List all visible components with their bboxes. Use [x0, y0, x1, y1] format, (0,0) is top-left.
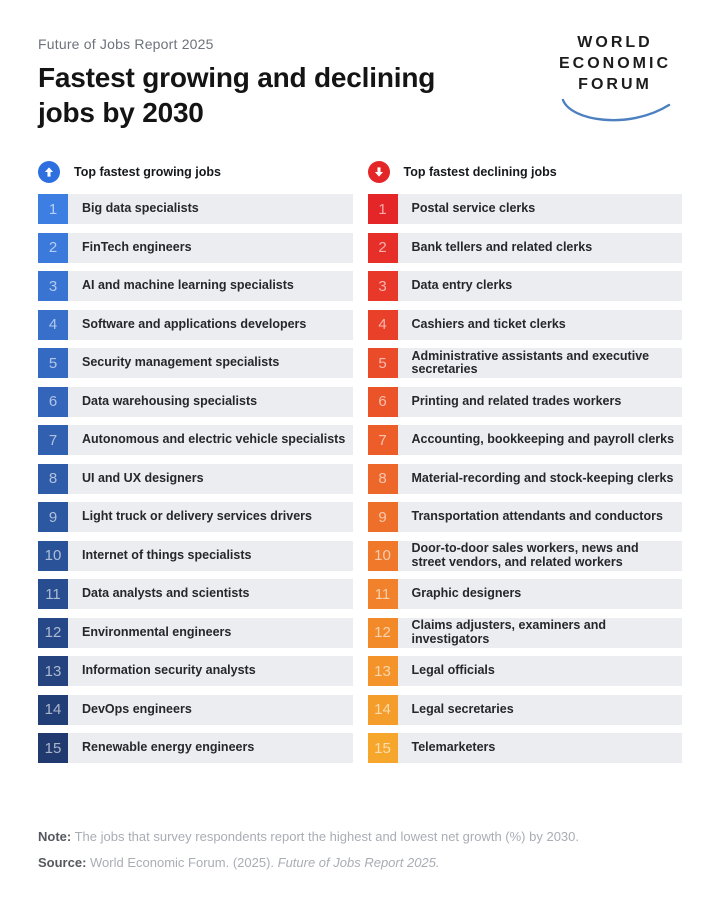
rank-badge: 3 — [368, 271, 398, 301]
rank-badge: 15 — [38, 733, 68, 763]
rank-badge: 4 — [368, 310, 398, 340]
job-label: Accounting, bookkeeping and payroll clerks — [411, 432, 675, 447]
list-item — [38, 194, 353, 224]
job-label: Transportation attendants and conductors — [411, 509, 663, 524]
growing-jobs-list — [38, 194, 353, 763]
growing-jobs-header-label: Top fastest growing jobs — [74, 165, 221, 179]
job-row-body — [68, 271, 353, 301]
list-item — [368, 502, 683, 532]
growing-jobs-header — [38, 160, 353, 184]
list-item — [38, 618, 353, 648]
list-item — [38, 387, 353, 417]
job-label: DevOps engineers — [82, 701, 192, 716]
note-text: The jobs that survey respondents report the highest and lowest net growth (%) by 2030. — [71, 829, 579, 844]
job-label: UI and UX designers — [82, 470, 204, 485]
list-item — [38, 310, 353, 340]
list-item — [38, 233, 353, 263]
list-item — [368, 579, 683, 609]
rank-badge: 13 — [368, 656, 398, 686]
list-item — [38, 464, 353, 494]
rank-badge: 12 — [368, 618, 398, 648]
job-row-body — [398, 464, 683, 494]
job-label: Administrative assistants and executive secretaries — [411, 348, 650, 376]
job-label: Big data specialists — [82, 201, 199, 216]
rank-badge: 10 — [368, 541, 398, 571]
job-label: Door-to-door sales workers, news and street vendors, and related workers — [411, 541, 639, 569]
job-row-body — [398, 579, 683, 609]
list-item — [368, 387, 683, 417]
job-label: Security management specialists — [82, 355, 280, 370]
job-row-body — [398, 310, 683, 340]
list-item — [38, 502, 353, 532]
list-item — [38, 271, 353, 301]
job-row-body — [68, 541, 353, 571]
job-row-body — [398, 348, 683, 378]
declining-jobs-header-label: Top fastest declining jobs — [403, 165, 557, 179]
rank-badge: 1 — [38, 194, 68, 224]
list-item — [38, 656, 353, 686]
arrow-down-circle-icon — [368, 161, 390, 183]
note-line — [38, 824, 682, 850]
job-row-body — [68, 194, 353, 224]
list-item — [38, 695, 353, 725]
rank-badge: 5 — [38, 348, 68, 378]
list-item — [38, 425, 353, 455]
source-text: World Economic Forum. (2025). — [86, 855, 278, 870]
job-row-body — [398, 425, 683, 455]
declining-jobs-list — [368, 194, 683, 763]
job-label: Legal officials — [411, 663, 495, 678]
job-row-body — [398, 733, 683, 763]
rank-badge: 11 — [368, 579, 398, 609]
job-label: Graphic designers — [411, 586, 522, 601]
source-line — [38, 850, 682, 876]
job-row-body — [68, 656, 353, 686]
source-report-title: Future of Jobs Report 2025. — [277, 855, 440, 870]
job-label: Information security analysts — [82, 663, 256, 678]
list-item — [368, 733, 683, 763]
job-row-body — [68, 464, 353, 494]
list-item — [368, 271, 683, 301]
job-label: Claims adjusters, examiners and investigators — [411, 618, 607, 646]
wef-logo-word-world: WORLD — [577, 34, 653, 51]
wef-logo — [540, 32, 690, 127]
declining-jobs-column — [368, 160, 683, 763]
list-item — [368, 233, 683, 263]
report-eyebrow: Future of Jobs Report 2025 — [38, 36, 214, 52]
rank-badge: 6 — [38, 387, 68, 417]
job-row-body — [68, 387, 353, 417]
job-label: Internet of things specialists — [82, 547, 252, 562]
rank-badge: 14 — [368, 695, 398, 725]
job-row-body — [398, 233, 683, 263]
rank-badge: 8 — [368, 464, 398, 494]
job-row-body — [68, 425, 353, 455]
job-label: Printing and related trades workers — [411, 393, 622, 408]
rank-badge: 12 — [38, 618, 68, 648]
job-label: Postal service clerks — [411, 201, 536, 216]
job-row-body — [398, 194, 683, 224]
job-row-body — [68, 579, 353, 609]
rank-badge: 6 — [368, 387, 398, 417]
job-row-body — [398, 502, 683, 532]
rank-badge: 5 — [368, 348, 398, 378]
arrow-up-circle-icon — [38, 161, 60, 183]
list-item — [368, 425, 683, 455]
growing-jobs-column — [38, 160, 353, 763]
job-row-body — [398, 656, 683, 686]
job-label: Bank tellers and related clerks — [411, 239, 593, 254]
note-label: Note: — [38, 829, 72, 844]
rank-badge: 4 — [38, 310, 68, 340]
list-item — [38, 348, 353, 378]
source-label: Source: — [38, 855, 87, 870]
rank-badge: 14 — [38, 695, 68, 725]
wef-globe-arc-icon — [555, 97, 675, 127]
job-row-body — [68, 233, 353, 263]
job-label: Data analysts and scientists — [82, 586, 250, 601]
rank-badge: 10 — [38, 541, 68, 571]
job-label: Material-recording and stock-keeping clerks — [411, 470, 674, 485]
rank-badge: 1 — [368, 194, 398, 224]
rank-badge: 9 — [38, 502, 68, 532]
job-label: Environmental engineers — [82, 624, 232, 639]
job-label: Data warehousing specialists — [82, 393, 258, 408]
job-label: AI and machine learning specialists — [82, 278, 294, 293]
rank-badge: 2 — [38, 233, 68, 263]
list-item — [368, 656, 683, 686]
page-title — [38, 60, 435, 130]
rank-badge: 2 — [368, 233, 398, 263]
job-row-body — [398, 695, 683, 725]
job-label: Cashiers and ticket clerks — [411, 316, 566, 331]
job-row-body — [68, 502, 353, 532]
ranked-lists — [38, 160, 682, 763]
list-item — [368, 695, 683, 725]
declining-jobs-header — [368, 160, 683, 184]
job-label: Legal secretaries — [411, 701, 514, 716]
list-item — [368, 541, 683, 571]
rank-badge: 8 — [38, 464, 68, 494]
rank-badge: 15 — [368, 733, 398, 763]
job-row-body — [68, 733, 353, 763]
page-title-line1: Fastest growing and declining — [38, 62, 436, 93]
rank-badge: 7 — [368, 425, 398, 455]
wef-logo-word-forum: FORUM — [578, 76, 652, 93]
rank-badge: 11 — [38, 579, 68, 609]
wef-logo-text — [540, 32, 690, 95]
job-label: Light truck or delivery services drivers — [82, 509, 312, 524]
job-label: Telemarketers — [411, 740, 496, 755]
job-row-body — [398, 618, 683, 648]
job-row-body — [398, 271, 683, 301]
list-item — [368, 348, 683, 378]
list-item — [368, 618, 683, 648]
job-row-body — [398, 541, 683, 571]
job-label: Software and applications developers — [82, 316, 307, 331]
list-item — [38, 541, 353, 571]
job-row-body — [398, 387, 683, 417]
rank-badge: 7 — [38, 425, 68, 455]
job-label: FinTech engineers — [82, 239, 192, 254]
job-label: Renewable energy engineers — [82, 740, 255, 755]
list-item — [38, 579, 353, 609]
job-row-body — [68, 348, 353, 378]
list-item — [368, 310, 683, 340]
list-item — [368, 194, 683, 224]
job-row-body — [68, 310, 353, 340]
rank-badge: 9 — [368, 502, 398, 532]
page-title-line2: jobs by 2030 — [38, 97, 204, 128]
rank-badge: 3 — [38, 271, 68, 301]
list-item — [368, 464, 683, 494]
rank-badge: 13 — [38, 656, 68, 686]
job-row-body — [68, 695, 353, 725]
wef-logo-word-economic: ECONOMIC — [559, 55, 671, 72]
job-label: Data entry clerks — [411, 278, 513, 293]
job-row-body — [68, 618, 353, 648]
job-label: Autonomous and electric vehicle specialists — [82, 432, 346, 447]
footer-notes — [38, 824, 682, 876]
list-item — [38, 733, 353, 763]
